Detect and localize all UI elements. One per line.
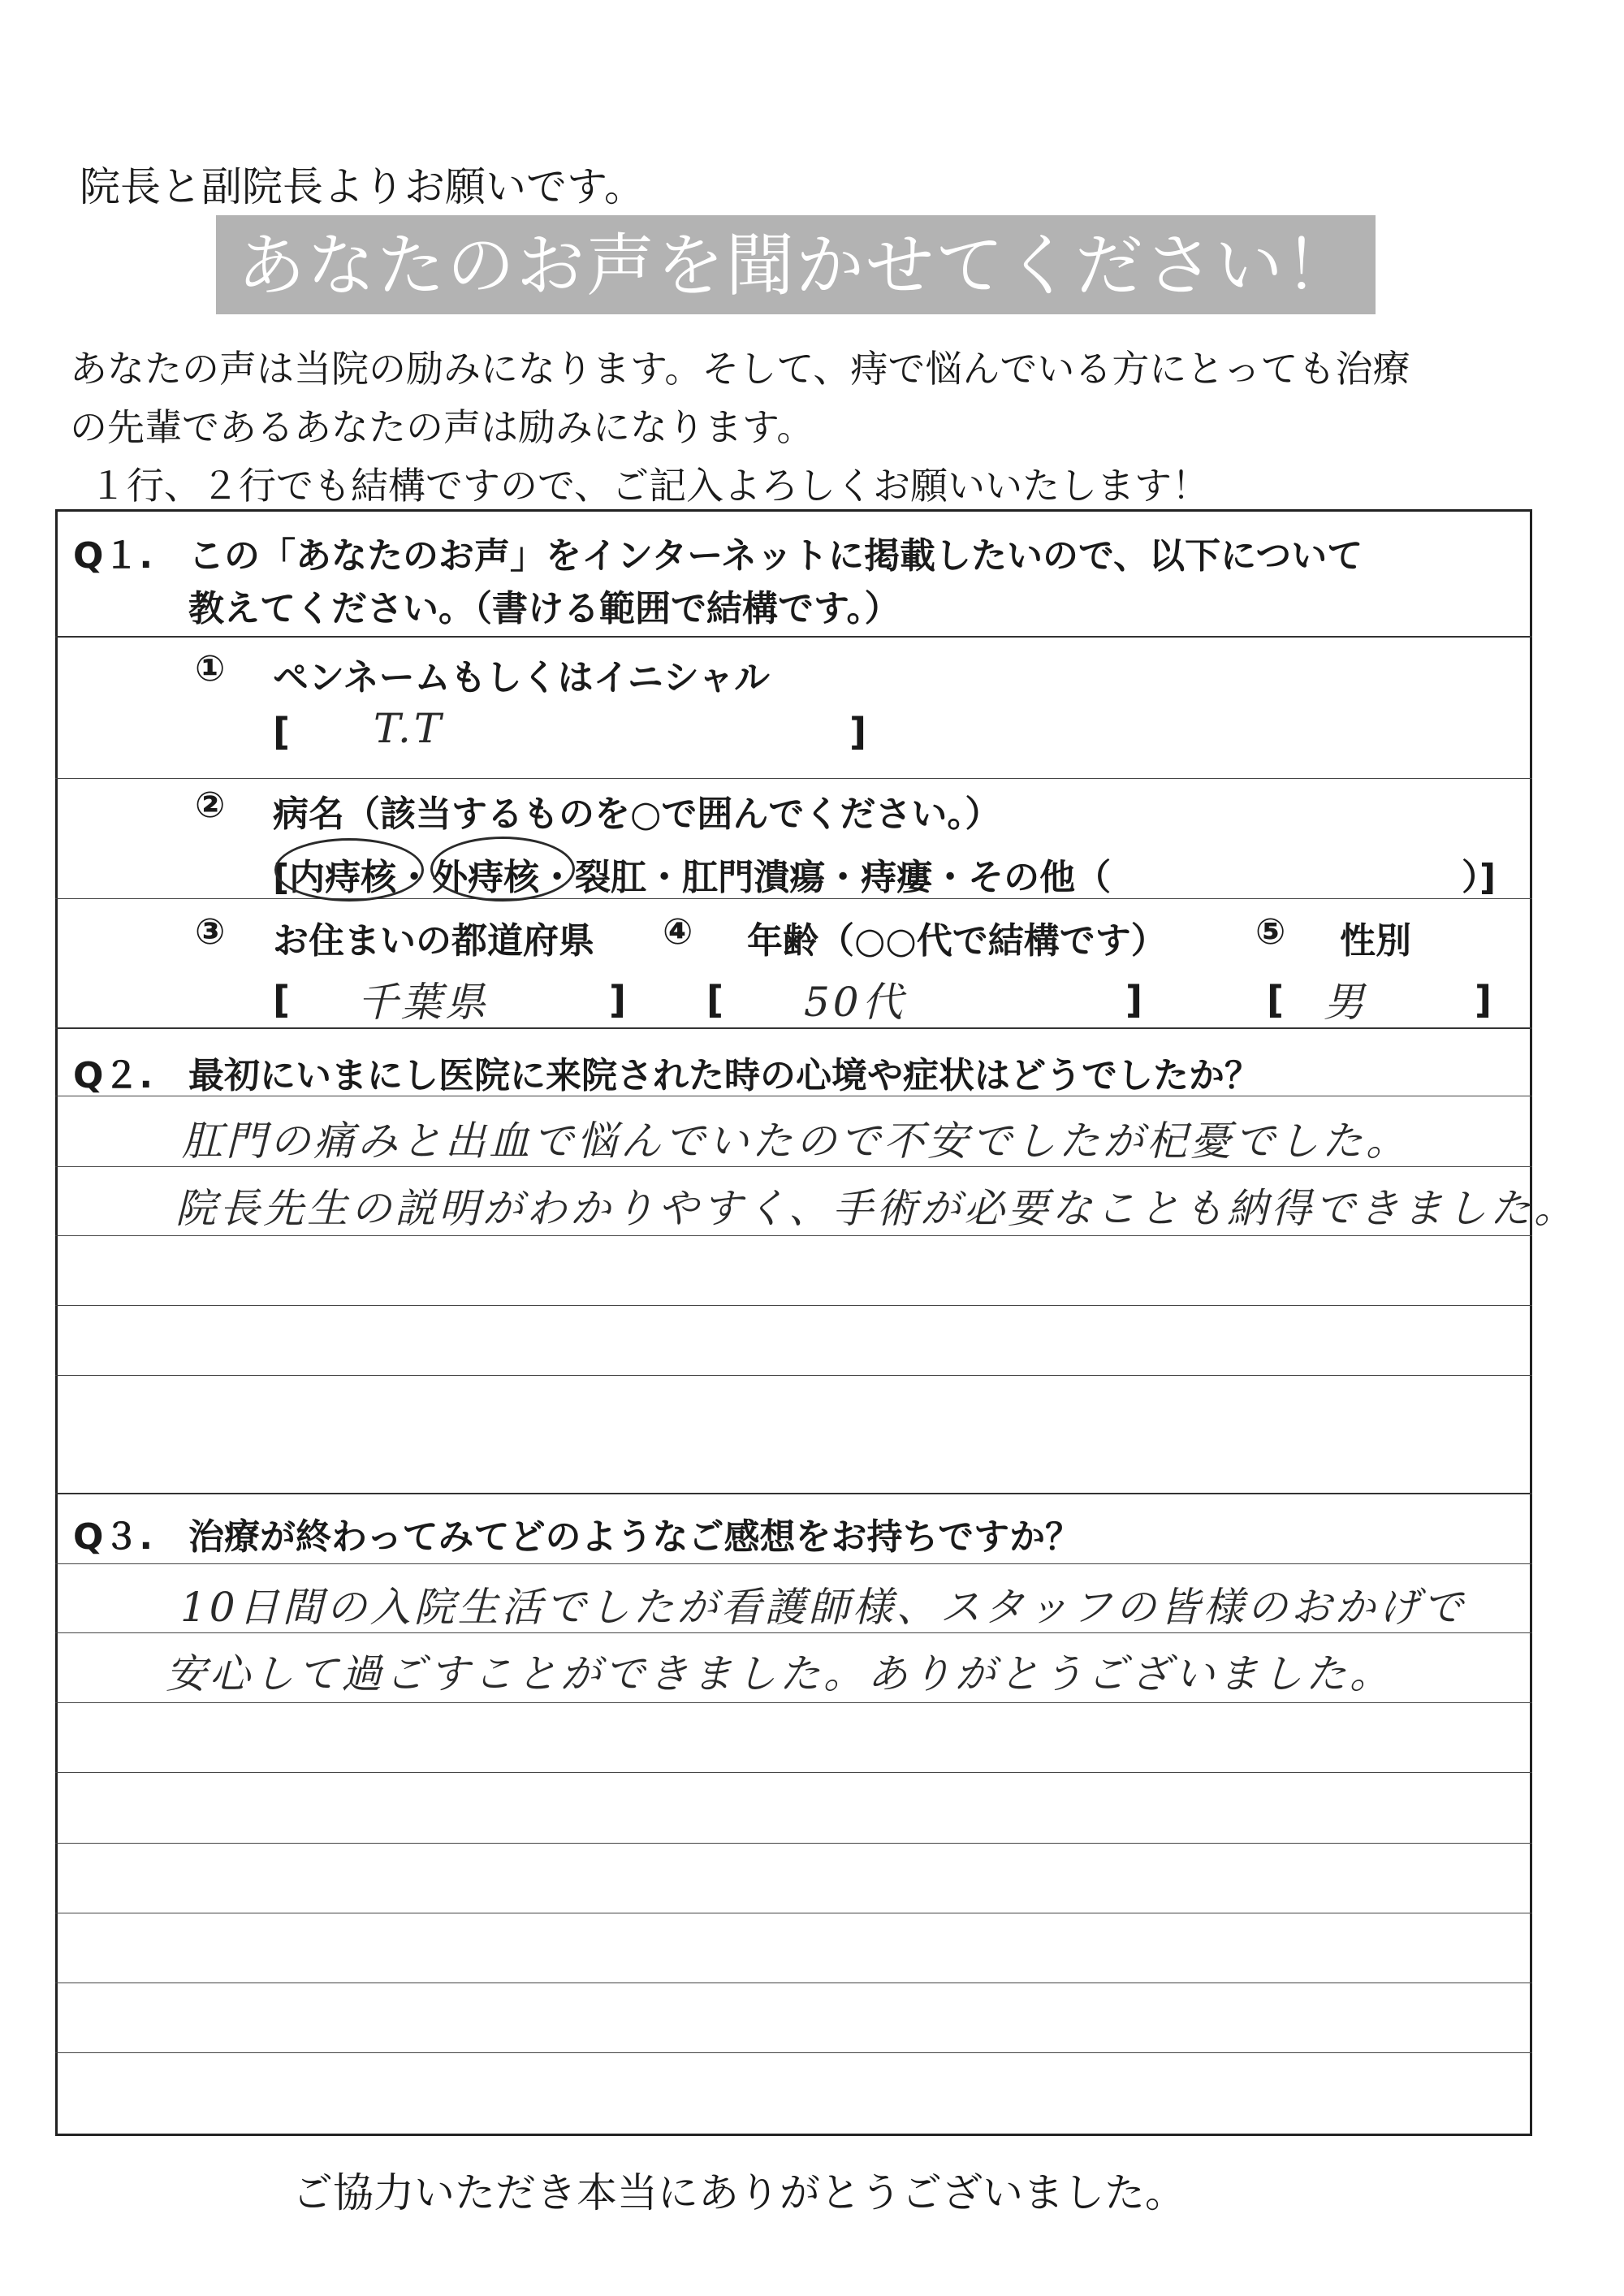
item4-number: ④ bbox=[663, 911, 693, 953]
bracket-close: ] bbox=[849, 710, 867, 754]
item5-label: 性別 bbox=[1340, 920, 1411, 962]
q2-answer-line-1[interactable]: 肛門の痛みと出血で悩んでいたので不安でしたが杞憂でした。 bbox=[182, 1118, 1410, 1165]
item2-label: 病名（該当するものを○で囲んでください。） bbox=[273, 793, 1001, 835]
bracket-open: [ bbox=[706, 978, 724, 1022]
footer-thanks: ご協力いただき本当にありがとうございました。 bbox=[292, 2169, 1186, 2216]
q2-number: Q２. bbox=[73, 1055, 153, 1096]
q3-number: Q３. bbox=[73, 1516, 153, 1558]
answer-line bbox=[55, 2052, 1532, 2053]
answer-line bbox=[55, 1702, 1532, 1703]
item1-label: ペンネームもしくはイニシャル bbox=[273, 657, 771, 698]
item5-number: ⑤ bbox=[1255, 911, 1286, 953]
options-rest: ・裂肛・肛門潰瘍・痔瘻・その他（ bbox=[539, 857, 1112, 898]
answer-line bbox=[55, 1772, 1532, 1773]
penname-answer[interactable]: T.T bbox=[374, 705, 445, 752]
selection-circle bbox=[274, 838, 424, 902]
divider bbox=[55, 1027, 1532, 1029]
q3-answer-line-2[interactable]: 安心して過ごすことができました。ありがとうございました。 bbox=[166, 1650, 1393, 1697]
bracket-open: [ bbox=[273, 978, 291, 1022]
bracket-open: [ bbox=[1267, 978, 1285, 1022]
option-separator: ・ bbox=[396, 857, 433, 898]
intro-line-2: の先輩であるあなたの声は励みになります。 bbox=[70, 405, 814, 449]
q3-question: 治療が終わってみてどのようなご感想をお持ちですか？ bbox=[188, 1516, 1082, 1558]
divider bbox=[55, 636, 1532, 638]
options-prefix: [ bbox=[273, 857, 290, 898]
options-suffix: ）] bbox=[1462, 857, 1497, 898]
q1-number: Q１. bbox=[73, 535, 153, 577]
prefecture-answer[interactable]: 千葉県 bbox=[357, 979, 489, 1026]
item4-label: 年齢（○○代で結構です） bbox=[747, 920, 1167, 962]
selection-circle bbox=[430, 837, 575, 902]
bracket-close: ] bbox=[1125, 978, 1143, 1022]
item3-label: お住まいの都道府県 bbox=[273, 920, 594, 962]
bracket-close: ] bbox=[609, 978, 627, 1022]
answer-line bbox=[55, 1563, 1532, 1564]
answer-line bbox=[55, 1305, 1532, 1306]
item3-number: ③ bbox=[195, 911, 226, 953]
banner-title: あなたのお声を聞かせてください！ bbox=[236, 226, 1354, 305]
divider bbox=[55, 1493, 1532, 1494]
answer-line bbox=[55, 1235, 1532, 1236]
q2-answer-line-2[interactable]: 院長先生の説明がわかりやすく、手術が必要なことも納得できました。 bbox=[175, 1185, 1578, 1232]
q3-answer-line-1[interactable]: 10日間の入院生活でしたが看護師様、スタッフの皆様のおかげで bbox=[180, 1584, 1466, 1631]
option-external-hemorrhoid[interactable]: 外痔核 bbox=[432, 857, 540, 898]
q2-question: 最初にいまにし医院に来院された時の心境や症状はどうでしたか？ bbox=[188, 1055, 1260, 1096]
divider bbox=[55, 778, 1532, 779]
request-heading: 院長と副院長よりお願いです。 bbox=[80, 163, 645, 210]
option-internal-hemorrhoid[interactable]: 内痔核 bbox=[289, 857, 397, 898]
answer-line bbox=[55, 1843, 1532, 1844]
q1-question-line-1: この「あなたのお声」をインターネットに掲載したいので、以下について bbox=[188, 535, 1363, 577]
q1-question-line-2: 教えてください。（書ける範囲で結構です。） bbox=[188, 588, 901, 629]
age-answer[interactable]: 50代 bbox=[804, 979, 906, 1026]
intro-line-1: あなたの声は当院の励みになります。そして、痔で悩んでいる方にとっても治療 bbox=[70, 347, 1410, 391]
answer-line bbox=[55, 1375, 1532, 1376]
bracket-close: ] bbox=[1475, 978, 1492, 1022]
gender-answer[interactable]: 男 bbox=[1324, 979, 1367, 1026]
intro-line-3: １行、２行でも結構ですので、ご記入よろしくお願いいたします！ bbox=[89, 464, 1210, 508]
bracket-open: [ bbox=[273, 710, 291, 754]
item2-number: ② bbox=[195, 785, 226, 826]
item1-number: ① bbox=[195, 648, 226, 690]
